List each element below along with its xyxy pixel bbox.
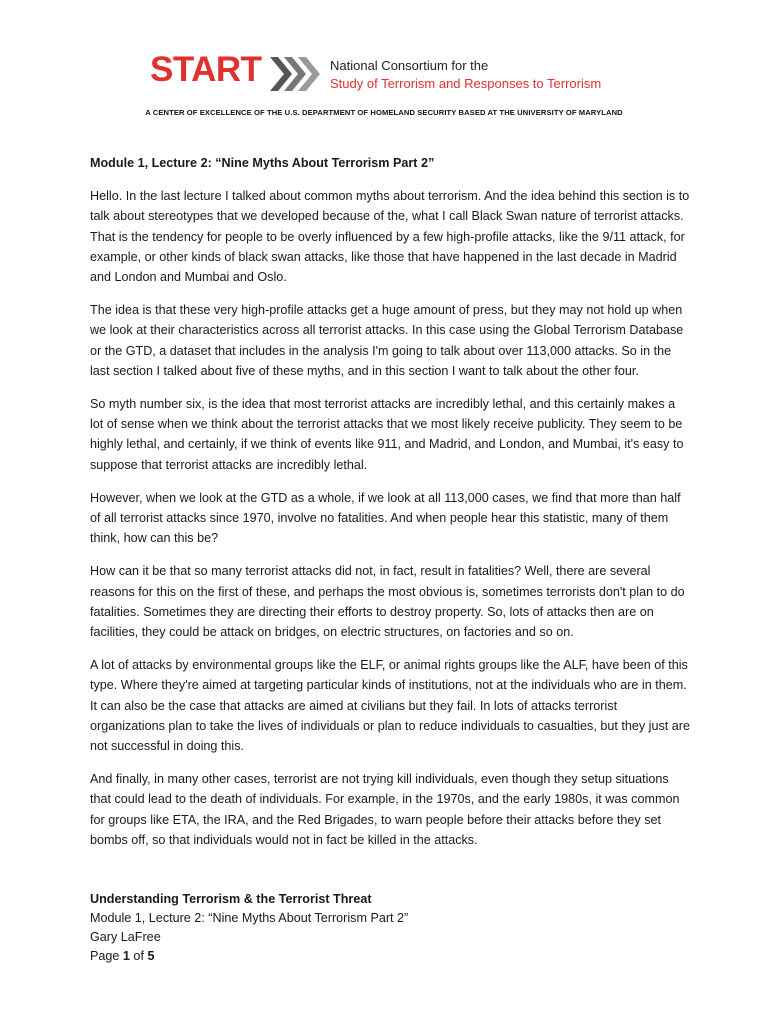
footer-author: Gary LaFree (90, 930, 161, 944)
paragraph: The idea is that these very high-profile attacks get a huge amount of press, but they may not hold up when we look at their characteristics across all terrorist attacks. In this case using the Global Terrorism Database or the GTD, a dataset that includes in the analysis I'm going to talk about over 113,000 attacks. So in the last section I talked about five of these myths, and in this section I want to talk about the other four. (90, 303, 684, 378)
document-body (90, 153, 690, 863)
page-of: of (129, 949, 148, 963)
footer-course-title: Understanding Terrorism & the Terrorist Threat (90, 892, 372, 906)
paragraph: However, when we look at the GTD as a whole, if we look at all 113,000 cases, we find that more than half of all terrorist attacks since 1970, involve no fatalities. And when people hear this statistic, many of them think, how can this be? (90, 490, 681, 546)
start-logo: START (150, 50, 262, 89)
org-name-line2: Study of Terrorism and Responses to Terrorism (330, 76, 602, 91)
footer-lecture-title: Module 1, Lecture 2: “Nine Myths About Terrorism Part 2” (90, 911, 409, 925)
paragraph: A lot of attacks by environmental groups like the ELF, or animal rights groups like the ALF, have been of this type. Where they're aimed at targeting particular kinds of institutions, not at the individuals who are in them. It can also be the case that attacks are aimed at civilians but they fail. In lots of attacks terrorist organizations plan to take the lives of individuals or plan to reduce individuals to casualties, but they just are not successful in doing this. (90, 658, 690, 754)
paragraph: How can it be that so many terrorist attacks did not, in fact, result in fatalities? Well, there are several reasons for this on the first of these, and perhaps the most obvious is, sometimes terrorists don't plan to do fatalities. Sometimes they are directing their efforts to destroy property. So, lots of attacks then are on facilities, they could be attack on bridges, on electric structures, on factories and so on. (90, 564, 685, 640)
page-total: 5 (147, 949, 155, 963)
org-name-line1: National Consortium for the (330, 58, 489, 73)
paragraph: Hello. In the last lecture I talked about common myths about terrorism. And the idea behind this section is to talk about stereotypes that we developed because of the, what I call Black Swan nature of terrorist attacks. That is the tendency for people to be overly influenced by a few high-profile attacks, like the 9/11 attack, for example, or other kinds of black swan attacks, like those that have happened in the last decade in Madrid and London and Mumbai and Oslo. (90, 189, 690, 285)
page-current: 1 (122, 949, 130, 963)
page-prefix: Page (90, 949, 123, 963)
paragraph: And finally, in many other cases, terrorist are not trying kill individuals, even though they setup situations that could lead to the death of individuals. For example, in the 1970s, and the early 1980s, it was common for groups like ETA, the IRA, and the Red Brigades, to warn people before their attacks before they set bombs off, so that individuals would not in fact be killed in the attacks. (90, 772, 680, 847)
page-footer (90, 890, 690, 966)
paragraph: So myth number six, is the idea that most terrorist attacks are incredibly lethal, and this certainly makes a lot of sense when we think about the terrorist attacks that we most likely receive publicity. They seem to be highly lethal, and certainly, if we think of events like 911, and Madrid, and London, and Mumbai, it's easy to suppose that terrorist attacks are incredibly lethal. (90, 397, 684, 472)
letterhead-tagline: A CENTER OF EXCELLENCE OF THE U.S. DEPARTMENT OF HOMELAND SECURITY BASED AT THE UNIVERSITY OF MARYLAND (145, 108, 623, 117)
page-number (90, 947, 690, 966)
letterhead (0, 0, 768, 130)
document-title: Module 1, Lecture 2: “Nine Myths About Terrorism Part 2” (90, 156, 435, 170)
arrows-logo-icon (270, 57, 326, 91)
